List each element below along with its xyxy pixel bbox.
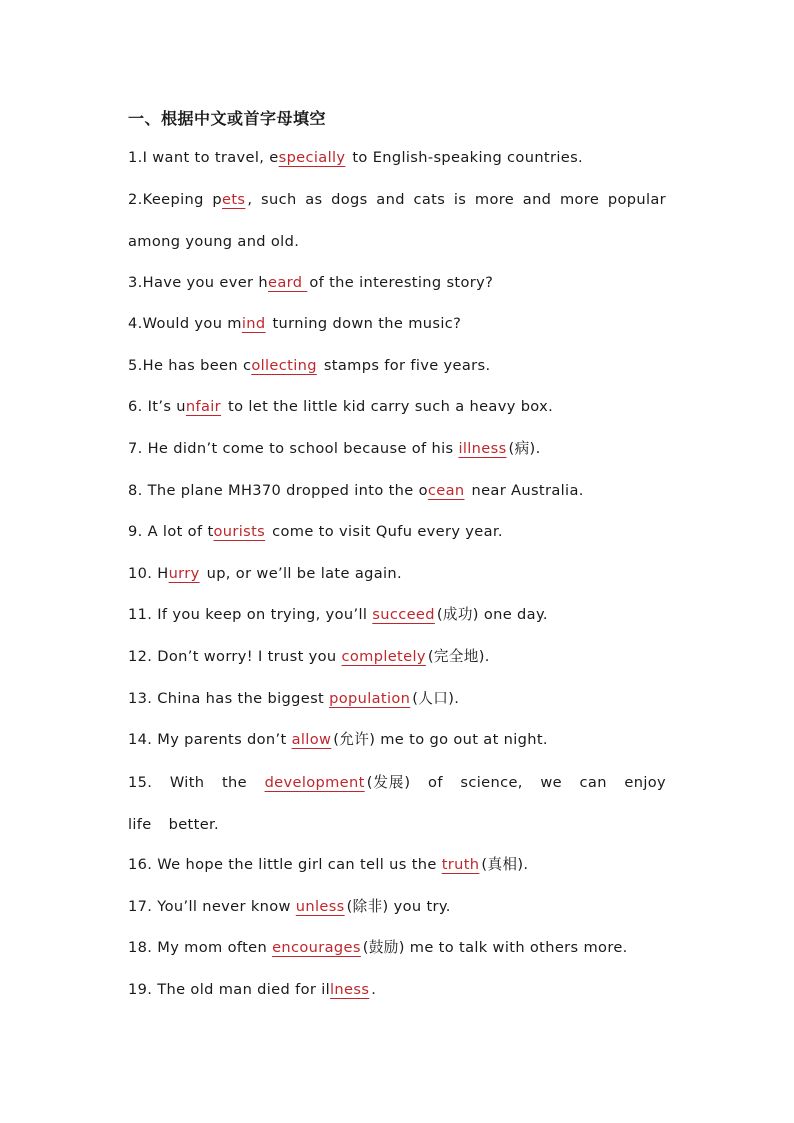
answer-blank: population [329,690,411,707]
question-18: 18. My mom often encourages (鼓励) me to talk with others more. [128,939,628,956]
question-19: 19. The old man died for illness . [128,981,377,998]
answer-blank: specially [278,149,346,166]
question-2: 2.Keeping pets , such as dogs and cats is more and more popular among young and old. [128,191,666,250]
question-10: 10. Hurry up, or we’ll be late again. [128,565,403,582]
question-6: 6. It’s unfair to let the little kid carry such a heavy box. [128,398,554,415]
answer-blank: ollecting [251,357,317,374]
answer-blank: unless [295,898,345,915]
answer-blank: nfair [185,398,222,415]
answer-blank: lness [330,981,370,998]
question-15: 15. With the development (发展) of science, we can enjoy life better. [128,774,666,833]
question-5: 5.He has been collecting stamps for five years. [128,357,491,374]
answer-blank: truth [441,856,480,873]
answer-blank: illness [458,440,507,457]
question-9: 9. A lot of tourists come to visit Qufu every year. [128,523,503,540]
section-title: 一、根据中文或首字母填空 [128,109,327,128]
answer-blank: cean [427,482,465,499]
answer-blank: eard [268,274,308,291]
question-8: 8. The plane MH370 dropped into the ocean near Australia. [128,482,584,499]
answer-blank: completely [341,648,426,665]
question-13: 13. China has the biggest population (人口). [128,690,460,707]
answer-blank: development [264,774,365,791]
question-12: 12. Don’t worry! I trust you completely (完全地). [128,648,490,665]
answer-blank: allow [291,731,332,748]
question-16: 16. We hope the little girl can tell us the truth (真相). [128,856,529,873]
answer-blank: ind [241,315,266,332]
question-17: 17. You’ll never know unless (除非) you try. [128,898,451,915]
question-7: 7. He didn’t come to school because of his illness (病). [128,440,541,457]
answer-blank: ets [222,191,246,208]
answer-blank: encourages [272,939,361,956]
question-14: 14. My parents don’t allow (允许) me to go out at night. [128,731,548,748]
question-4: 4.Would you mind turning down the music? [128,315,462,332]
question-3: 3.Have you ever heard of the interesting story? [128,274,494,291]
question-1: 1.I want to travel, especially to English-speaking countries. [128,149,584,166]
question-11: 11. If you keep on trying, you’ll succeed (成功) one day. [128,606,548,623]
answer-blank: urry [168,565,200,582]
answer-blank: ourists [213,523,266,540]
answer-blank: succeed [372,606,435,623]
